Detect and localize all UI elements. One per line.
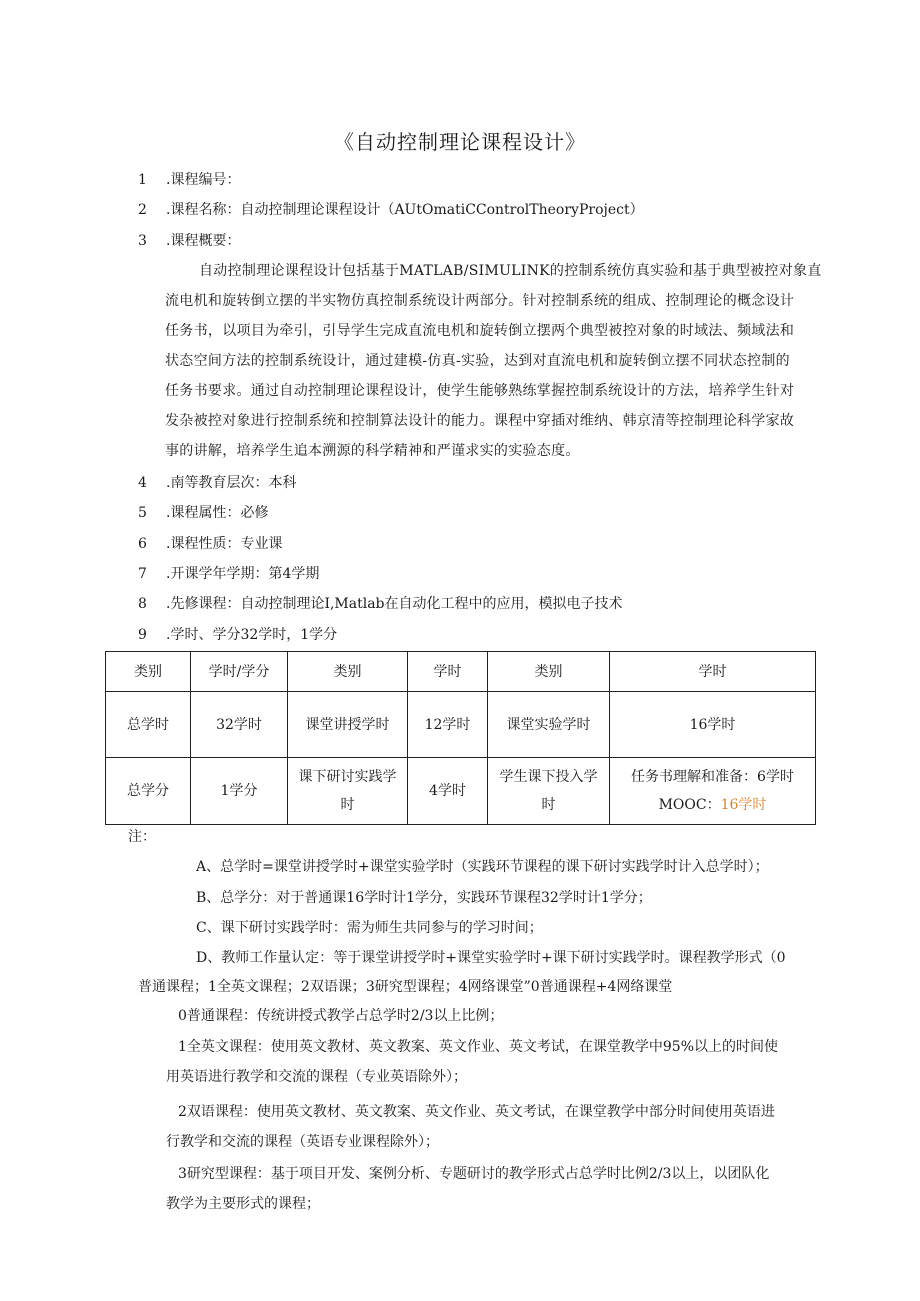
- note-line: 教学为主要形式的课程；: [166, 1196, 320, 1212]
- table-cell: 32学时: [191, 692, 288, 758]
- course-summary-paragraph: [165, 256, 845, 466]
- item-course-summary: [138, 232, 240, 250]
- item-text: .学时、学分32学时，1学分: [166, 627, 338, 643]
- table-cell-self-study: [610, 758, 816, 825]
- table-header-cell: 学时: [610, 652, 816, 692]
- note-line: C、课下研讨实践学时：需为师生共同参与的学习时间；: [196, 920, 543, 936]
- item-text: .课程编号：: [166, 172, 241, 188]
- hours-credits-table: [105, 651, 816, 825]
- item-text: .课程名称：自动控制理论课程设计（AUtOmatiCControlTheoryProject）: [166, 202, 644, 218]
- item-text: .南等教育层次：本科: [166, 475, 297, 491]
- summary-line: 流电机和旋转倒立摆的半实物仿真控制系统设计两部分。针对控制系统的组成、控制理论的概念设计: [165, 293, 795, 309]
- item-number: 5: [138, 505, 147, 521]
- note-line: B、总学分：对于普通课16学时计1学分，实践环节课程32学时计1学分；: [196, 890, 652, 906]
- item-course-attribute: [138, 504, 268, 522]
- table-header-cell: 学时/学分: [191, 652, 288, 692]
- note-line: 普通课程；1全英文课程；2双语课；3研究型课程；4网络课堂”0普通课程+4网络课堂: [138, 979, 673, 995]
- summary-line: 任务书，以项目为牵引，引导学生完成直流电机和旋转倒立摆两个典型被控对象的时域法、频域法和: [165, 323, 795, 339]
- item-course-name: [138, 201, 644, 219]
- table-cell: 12学时: [408, 692, 488, 758]
- table-row: [106, 692, 816, 758]
- note-line: D、教师工作量认定：等于课堂讲授学时+课堂实验学时+课下研讨实践学时。课程教学形式（0: [196, 950, 786, 966]
- mooc-hours: 16学时: [720, 797, 767, 813]
- item-text: .课程概要：: [166, 233, 241, 249]
- table-header-row: [106, 652, 816, 692]
- item-prerequisites: [138, 595, 623, 613]
- note-line: 用英语进行教学和交流的课程（专业英语除外）；: [166, 1069, 467, 1085]
- item-number: 4: [138, 475, 147, 491]
- item-number: 1: [138, 172, 147, 188]
- summary-line: 事的讲解，培养学生追本溯源的科学精神和严谨求实的实验态度。: [165, 443, 580, 459]
- note-line: 1全英文课程：使用英文教材、英文教案、英文作业、英文考试，在课堂教学中95%以上的时间使: [178, 1039, 779, 1055]
- table-cell: 总学分: [106, 758, 191, 825]
- self-study-mooc-line: [616, 791, 809, 819]
- item-number: 3: [138, 233, 147, 249]
- note-line: 0普通课程：传统讲授式教学占总学时2/3以上比例；: [178, 1008, 504, 1024]
- table-cell: 4学时: [408, 758, 488, 825]
- table-cell: 课堂实验学时: [488, 692, 610, 758]
- note-line: 行教学和交流的课程（英语专业课程除外）；: [166, 1134, 439, 1150]
- table-header-cell: 类别: [488, 652, 610, 692]
- table-header-cell: 学时: [408, 652, 488, 692]
- item-number: 7: [138, 566, 147, 582]
- table-cell: 课堂讲授学时: [288, 692, 408, 758]
- item-text: .开课学年学期：第4学期: [166, 566, 320, 582]
- table-cell: 课下研讨实践学时: [288, 758, 408, 825]
- item-hours-credits: [138, 626, 337, 644]
- table-cell: 总学时: [106, 692, 191, 758]
- document-title: 《自动控制理论课程设计》: [334, 130, 586, 154]
- table-header-cell: 类别: [106, 652, 191, 692]
- summary-line: 自动控制理论课程设计包括基于MATLAB/SIMULINK的控制系统仿真实验和基于典型被控对象直: [199, 263, 822, 279]
- table-header-cell: 类别: [288, 652, 408, 692]
- item-text: .课程性质：专业课: [166, 536, 283, 552]
- item-number: 9: [138, 627, 147, 643]
- item-semester: [138, 565, 319, 583]
- note-label: 注：: [128, 829, 156, 845]
- summary-line: 状态空间方法的控制系统设计，通过建模-仿真-实验，达到对直流电机和旋转倒立摆不同状态控制的: [165, 353, 790, 369]
- mooc-label: MOOC：: [658, 797, 721, 813]
- item-course-code: [138, 171, 240, 189]
- item-number: 6: [138, 536, 147, 552]
- table-row: [106, 758, 816, 825]
- item-text: .课程属性：必修: [166, 505, 269, 521]
- self-study-task-line: 任务书理解和准备：6学时: [631, 769, 794, 785]
- item-number: 2: [138, 202, 147, 218]
- table-cell: 学生课下投入学时: [488, 758, 610, 825]
- table-cell: 16学时: [610, 692, 816, 758]
- note-line: 2双语课程：使用英文教材、英文教案、英文作业、英文考试，在课堂教学中部分时间使用英语进: [178, 1104, 775, 1120]
- summary-line: 任务书要求。通过自动控制理论课程设计，使学生能够熟练掌握控制系统设计的方法，培养学生针对: [165, 383, 795, 399]
- item-number: 8: [138, 596, 147, 612]
- note-line: 3研究型课程：基于项目开发、案例分析、专题研讨的教学形式占总学时比例2/3以上，以团队化: [178, 1166, 770, 1182]
- item-text: .先修课程：自动控制理论I,Matlab在自动化工程中的应用，模拟电子技术: [166, 596, 623, 612]
- summary-line: 发杂被控对象进行控制系统和控制算法设计的能力。课程中穿插对维纳、韩京清等控制理论科学家故: [165, 413, 795, 429]
- item-education-level: [138, 474, 296, 492]
- note-line: A、总学时=课堂讲授学时+课堂实验学时（实践环节课程的课下研讨实践学时计入总学时）；: [196, 859, 769, 875]
- item-course-nature: [138, 535, 282, 553]
- table-cell: 1学分: [191, 758, 288, 825]
